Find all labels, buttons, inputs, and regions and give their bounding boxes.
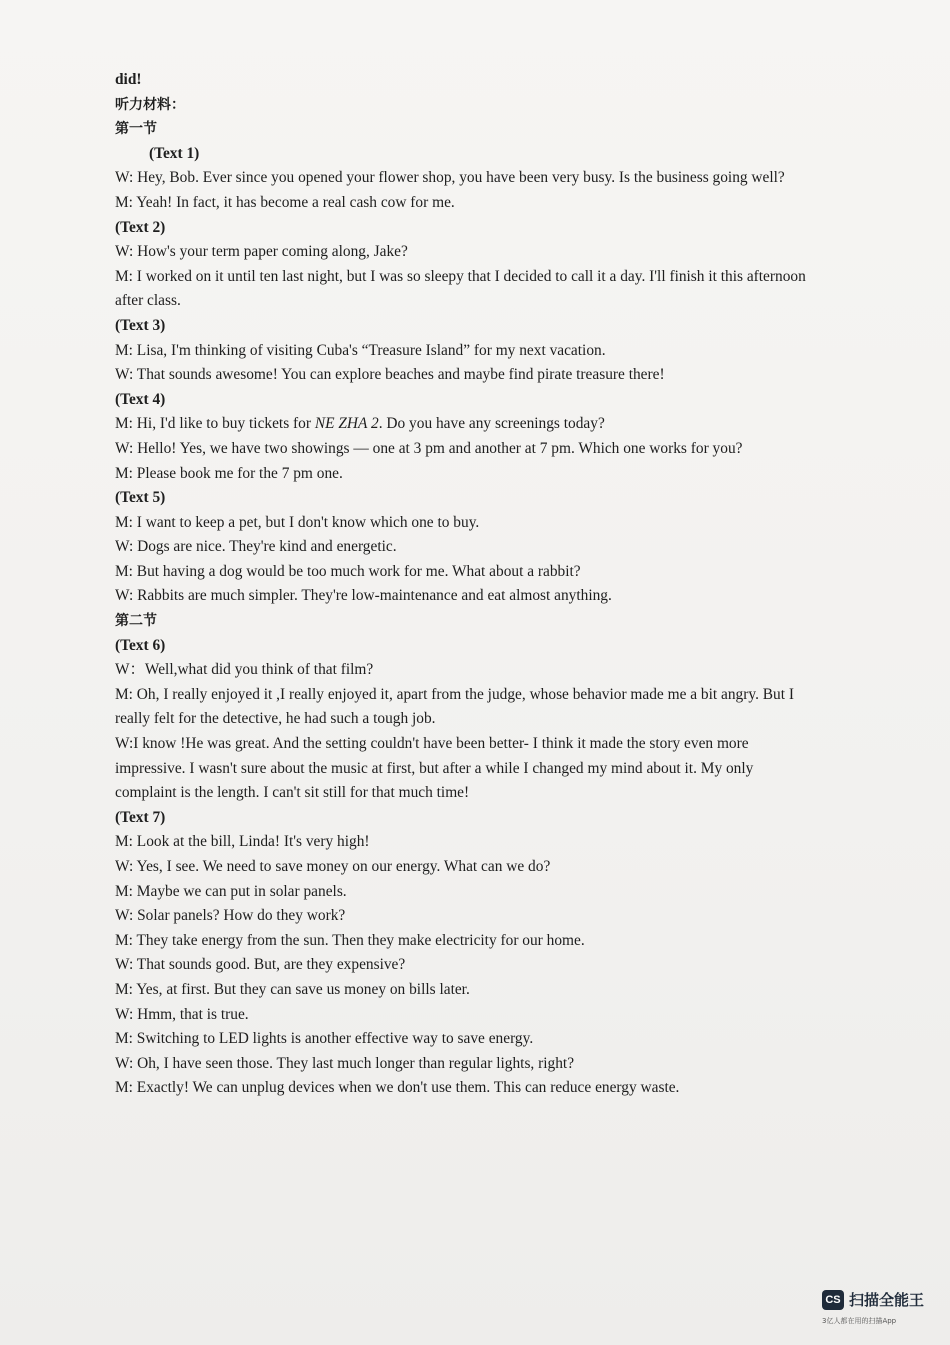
dialogue-line: W: Hello! Yes, we have two showings — one at 3 pm and another at 7 pm. Which one works for you?	[115, 439, 743, 457]
section-heading: 第二节	[115, 613, 157, 630]
text-heading: (Text 2)	[115, 218, 166, 236]
dialogue-line: M: Look at the bill, Linda! It's very high!	[115, 833, 370, 851]
dialogue-line: M: Yes, at first. But they can save us money on bills later.	[115, 980, 470, 998]
dialogue-line: W: That sounds awesome! You can explore beaches and maybe find pirate treasure there!	[115, 366, 665, 384]
dialogue-line: M: But having a dog would be too much work for me. What about a rabbit?	[115, 562, 581, 580]
watermark-name: 扫描全能王	[849, 1291, 925, 1309]
text-heading: (Text 3)	[115, 316, 166, 334]
movie-title: NE ZHA 2	[314, 415, 379, 433]
scanner-watermark	[822, 1288, 937, 1333]
text-heading: (Text 5)	[115, 489, 166, 507]
dialogue-line: W: Hmm, that is true.	[115, 1005, 249, 1023]
dialogue-line: W: Oh, I have seen those. They last much longer than regular lights, right?	[115, 1054, 575, 1072]
dialogue-line: W: How's your term paper coming along, Jake?	[115, 243, 408, 261]
dialogue-line: W: Dogs are nice. They're kind and energetic.	[115, 538, 397, 556]
dialogue-text: M: Hi, I'd like to buy tickets for	[115, 415, 315, 433]
dialogue-line: W: Solar panels? How do they work?	[115, 907, 346, 925]
dialogue-line: W: Hey, Bob. Ever since you opened your flower shop, you have been very busy. Is the business going well?	[115, 169, 785, 187]
dialogue-line: M: I want to keep a pet, but I don't know which one to buy.	[115, 513, 480, 531]
dialogue-line: M: They take energy from the sun. Then they make electricity for our home.	[115, 931, 585, 949]
dialogue-line: W: Yes, I see. We need to save money on our energy. What can we do?	[115, 858, 551, 875]
dialogue-line: M: Yeah! In fact, it has become a real cash cow for me.	[115, 193, 455, 211]
section-heading: 第一节	[115, 121, 157, 138]
dialogue-line	[115, 412, 815, 437]
camscanner-logo-icon: CS	[822, 1290, 844, 1310]
dialogue-text: . Do you have any screenings today?	[378, 415, 605, 433]
text-heading: (Text 4)	[115, 390, 166, 408]
dialogue-line: W: That sounds good. But, are they expensive?	[115, 956, 406, 974]
text-heading: (Text 1)	[149, 144, 200, 162]
section-heading: 听力材料：	[115, 96, 185, 113]
dialogue-line: M: Switching to LED lights is another effective way to save energy.	[115, 1030, 534, 1048]
dialogue-line: M: I worked on it until ten last night, but I was so sleepy that I decided to call it a day. I'll finish it this afternoon after class.	[115, 267, 806, 310]
dialogue-line: W: Rabbits are much simpler. They're low-maintenance and eat almost anything.	[115, 587, 612, 605]
text-heading: (Text 7)	[115, 808, 166, 826]
dialogue-line: M: Please book me for the 7 pm one.	[115, 464, 343, 482]
dialogue-line: M: Lisa, I'm thinking of visiting Cuba's “Treasure Island” for my next vacation.	[115, 341, 606, 359]
text-heading: (Text 6)	[115, 636, 166, 654]
dialogue-line: M: Maybe we can put in solar panels.	[115, 882, 347, 900]
dialogue-line: W:I know !He was great. And the setting couldn't have been better- I think it made the story even more impressive. I wasn't sure about the music at first, but after a while I changed my mind about it. My only complaint is the length. I can't sit still for that much time!	[115, 735, 754, 802]
listening-transcript	[115, 68, 815, 1101]
dialogue-line: W：Well,what did you think of that film?	[115, 661, 374, 679]
dialogue-line: M: Exactly! We can unplug devices when we don't use them. This can reduce energy waste.	[115, 1079, 680, 1097]
dialogue-line: M: Oh, I really enjoyed it ,I really enjoyed it, apart from the judge, whose behavior made me a bit angry. But I really felt for the detective, he had such a tough job.	[115, 685, 794, 728]
watermark-tagline: 3亿人都在用的扫描App	[822, 1317, 897, 1325]
text-line: did!	[115, 71, 142, 88]
